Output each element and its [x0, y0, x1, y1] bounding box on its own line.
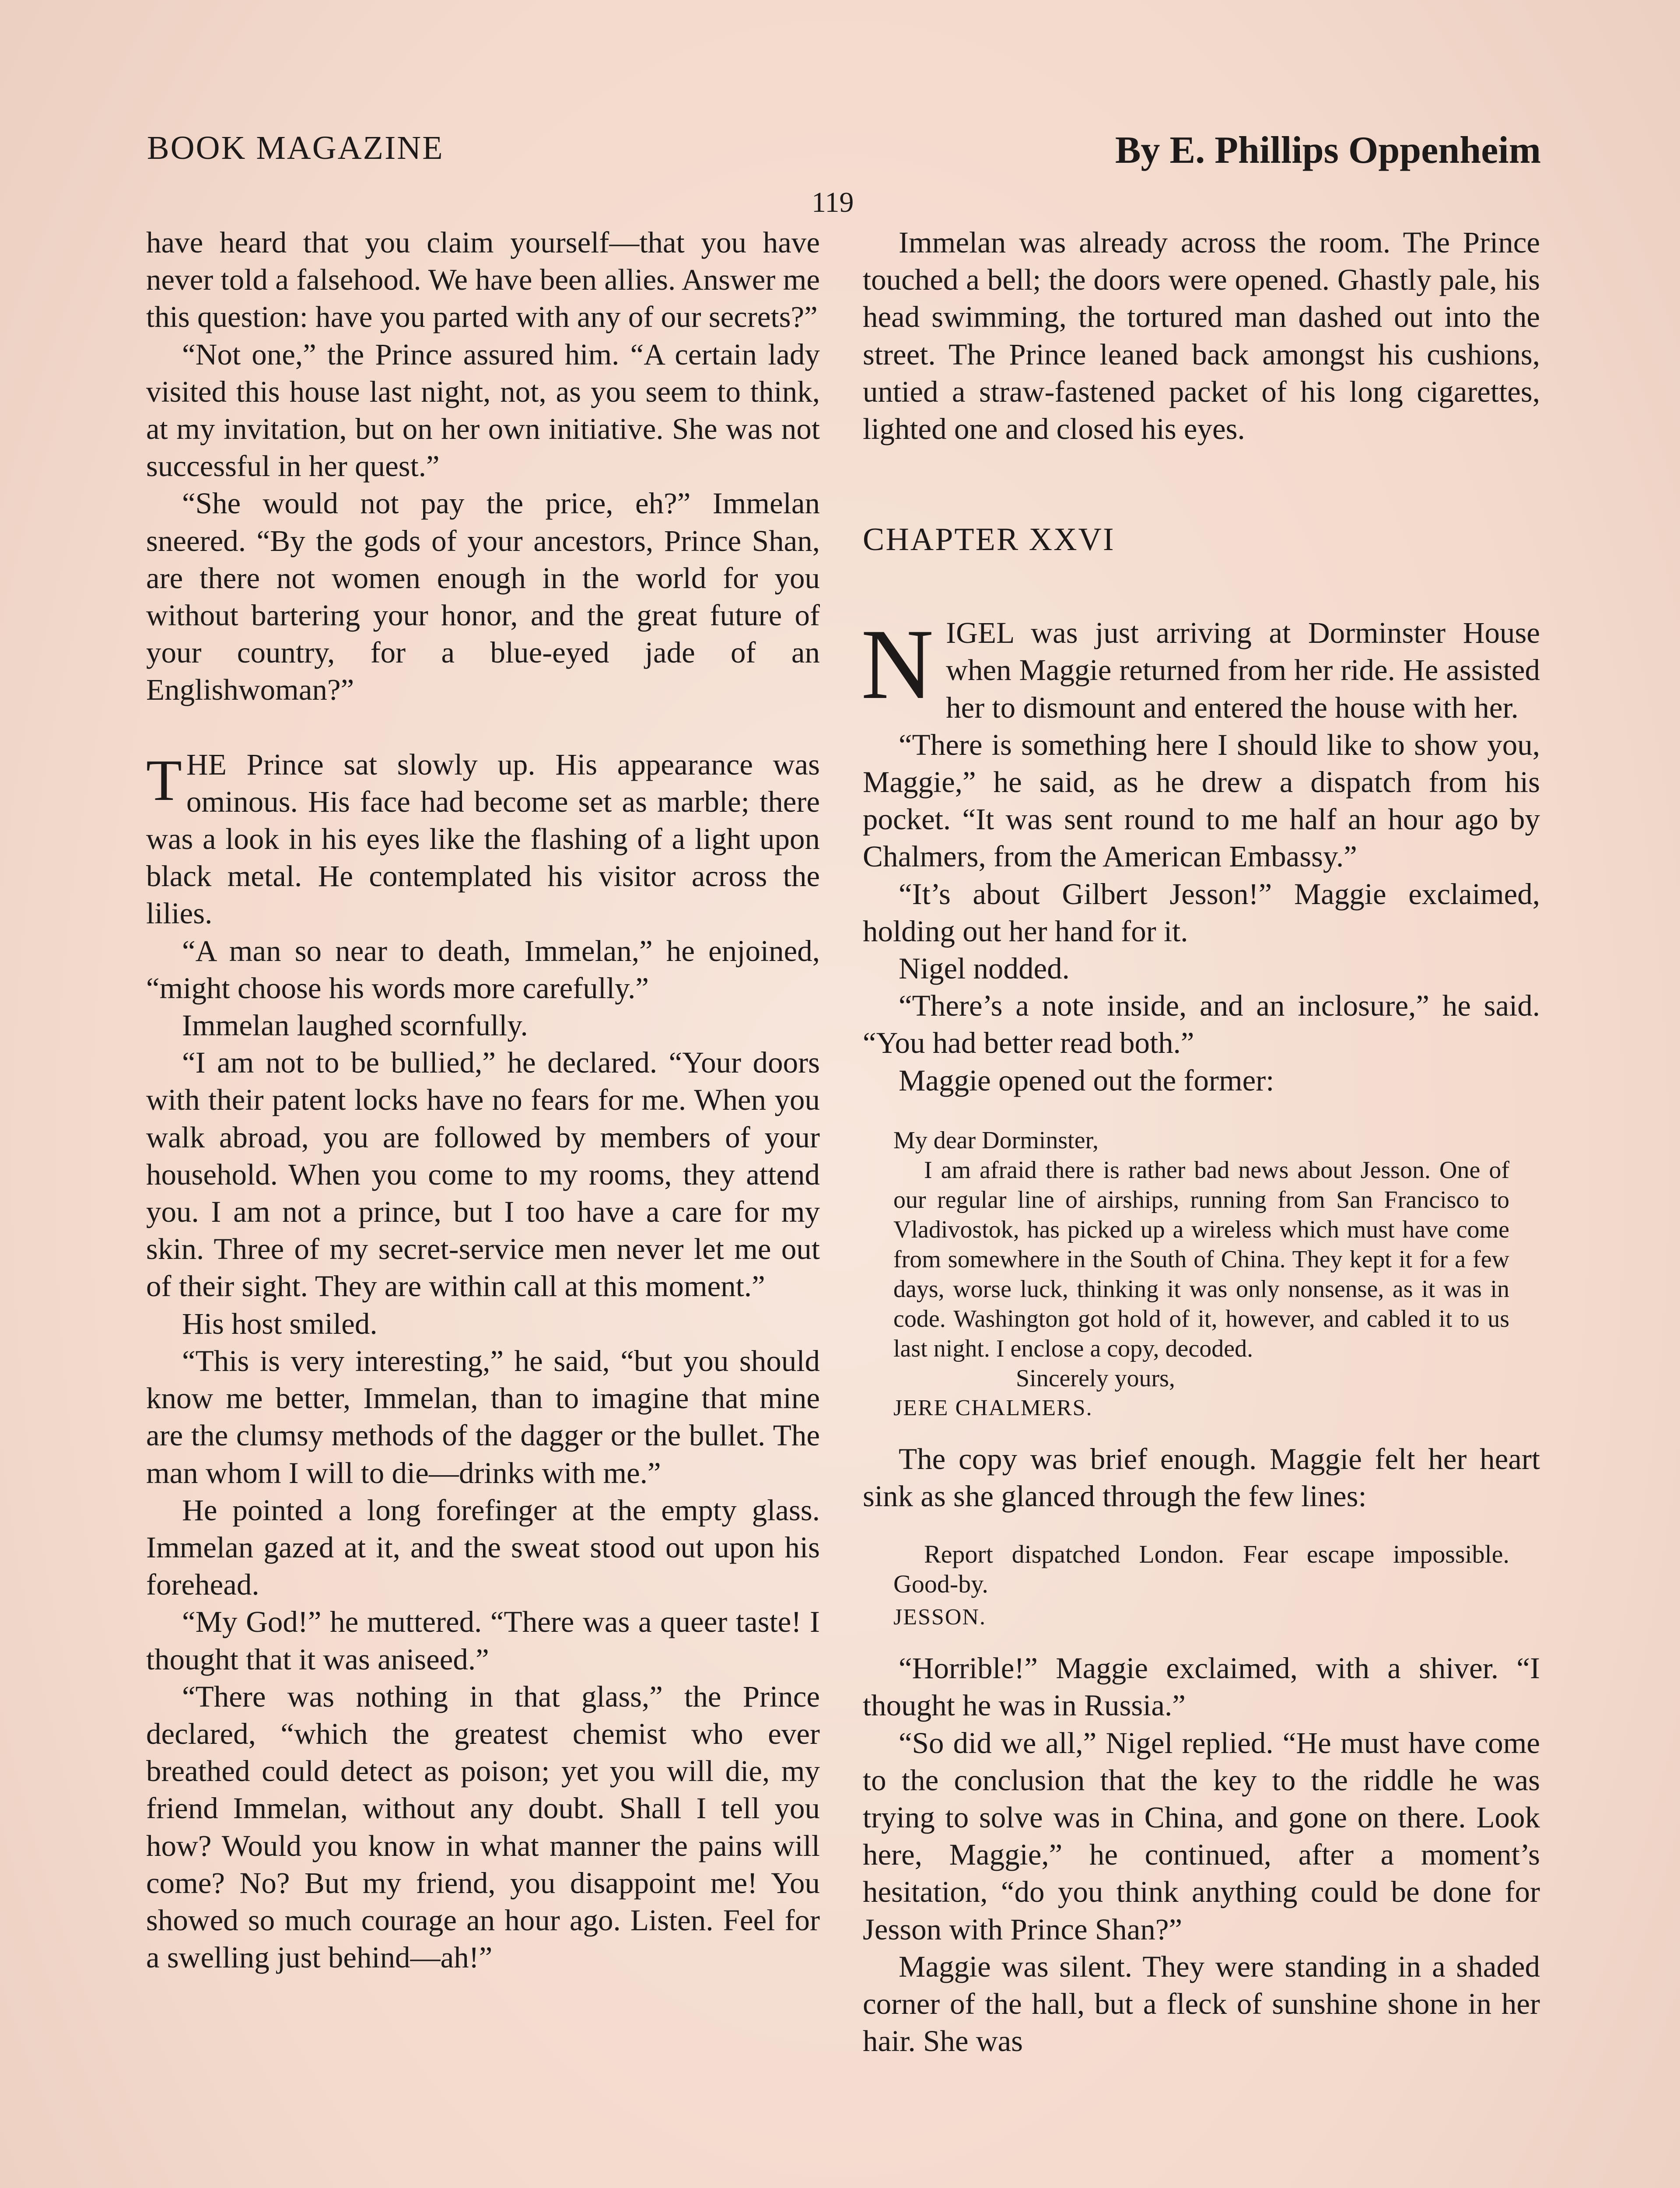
paragraph: Maggie was silent. They were standing in a shaded corner of the hall, but a fleck of sunshine shone in her hair. She was — [863, 1950, 1540, 2058]
paragraph: “She would not pay the price, eh?” Immelan sneered. “By the gods of your ancestors, Prince Shan, are there not women enough in the world for you without bartering your honor, and the great future of your country, for a blue-eyed jade of an Englishwoman?” — [146, 487, 820, 707]
embedded-cable — [893, 1539, 1509, 1632]
paragraph: “There is something here I should like to show you, Maggie,” he said, as he drew a dispatch from his pocket. “It was sent round to me half an hour ago by Chalmers, from the American Embassy.” — [863, 728, 1540, 873]
letter-body: I am afraid there is rather bad news about Jesson. One of our regular line of airships, running from San Francisco to Vladivostok, has picked up a wireless which must have come from somewhere in the South of China. They kept it for a few days, worse luck, thinking it was only nonsense, as it was in code. Washington got hold of it, however, and cabled it to us last night. I enclose a copy, decoded. — [893, 1156, 1509, 1362]
embedded-letter — [893, 1126, 1509, 1423]
paragraph: “There was nothing in that glass,” the Prince declared, “which the greatest chemist who ever breathed could detect as poison; yet you will die, my friend Immelan, without any doubt. Shall I tell you how? Would you know in what manner the pains will come? No? But my friend, you disappoint me! You showed so much courage an hour ago. Listen. Feel for a swelling just behind—ah!” — [146, 1680, 820, 1974]
paragraph: His host smiled. — [182, 1307, 378, 1340]
paragraph-text: IGEL was just arriving at Dorminster House when Maggie returned from her ride. He assisted her to dismount and entered the house with her. — [946, 616, 1540, 724]
letter-closing: Sincerely yours, — [1016, 1364, 1175, 1392]
paragraph: “There’s a note inside, and an inclosure,” he said. “You had better read both.” — [863, 989, 1540, 1060]
cable-body: Report dispatched London. Fear escape impossible. Good-by. — [893, 1540, 1509, 1599]
page-number: 119 — [812, 186, 854, 218]
running-header-magazine: BOOK MAGAZINE — [147, 130, 444, 166]
paragraph: Nigel nodded. — [899, 952, 1070, 985]
paragraph: “It’s about Gilbert Jesson!” Maggie exclaimed, holding out her hand for it. — [863, 877, 1540, 948]
paragraph: Immelan was already across the room. The Prince touched a bell; the doors were opened. Ghastly pale, his head swimming, the tortured man dashed out into the street. The Prince leaned back amongst his cushions, untied a straw-fastened packet of his long cigarettes, lighted one and closed his eyes. — [863, 226, 1540, 446]
paragraph-text: HE Prince sat slowly up. His appearance was ominous. His face had become set as marble; there was a look in his eyes like the flashing of a light upon black metal. He contemplated his visitor across the lilies. — [146, 747, 820, 930]
paragraph: “So did we all,” Nigel replied. “He must have come to the conclusion that the key to the riddle he was trying to solve was in China, and gone on there. Look here, Maggie,” he continued, after a moment’s hesitation, “do you think anything could be done for Jesson with Prince Shan?” — [863, 1726, 1540, 1946]
paragraph: have heard that you claim yourself—that you have never told a falsehood. We have been allies. Answer me this question: have you parted with any of our secrets?” — [146, 226, 820, 334]
cable-signature: JESSON. — [893, 1605, 986, 1630]
paragraph-dropcap — [146, 746, 820, 933]
paragraph: “I am not to be bullied,” he declared. “Your doors with their patent locks have no fears for me. When you walk abroad, you are followed by members of your household. When you come to my rooms, they attend you. I am not a prince, but I too have a care for my skin. Three of my secret-service men never let me out of their sight. They are within call at this moment.” — [146, 1046, 820, 1303]
section-break — [146, 709, 820, 746]
drop-cap: N — [861, 608, 934, 720]
left-column — [146, 224, 820, 1976]
paragraph: “A man so near to death, Immelan,” he enjoined, “might choose his words more carefully.” — [146, 934, 820, 1005]
letter-signature: JERE CHALMERS. — [893, 1395, 1093, 1420]
right-column — [863, 224, 1540, 2060]
spacer — [863, 1423, 1540, 1441]
paragraph: Maggie opened out the former: — [899, 1063, 1274, 1097]
spacer — [863, 1632, 1540, 1650]
drop-cap: T — [146, 747, 182, 813]
paragraph: He pointed a long forefinger at the empty glass. Immelan gazed at it, and the sweat stood out upon his forehead. — [146, 1493, 820, 1602]
paragraph: “Horrible!” Maggie exclaimed, with a shiver. “I thought he was in Russia.” — [863, 1652, 1540, 1722]
paragraph: “Not one,” the Prince assured him. “A certain lady visited this house last night, not, as you seem to think, at my invitation, but on her own initiative. She was not successful in her quest.” — [146, 337, 820, 483]
letter-salutation: My dear Dorminster, — [893, 1126, 1099, 1154]
paragraph-dropcap — [861, 608, 1540, 726]
paragraph: “My God!” he muttered. “There was a queer taste! I thought that it was aniseed.” — [146, 1605, 820, 1676]
chapter-heading: CHAPTER XXVI — [863, 522, 1115, 558]
running-header-author: By E. Phillips Oppenheim — [1115, 129, 1541, 172]
paragraph: “This is very interesting,” he said, “but you should know me better, Immelan, than to imagine that mine are the clumsy methods of the dagger or the bullet. The man whom I will to die—drinks with me.” — [146, 1344, 820, 1490]
paragraph: The copy was brief enough. Maggie felt her heart sink as she glanced through the few lines: — [863, 1442, 1540, 1513]
paragraph: Immelan laughed scornfully. — [182, 1009, 528, 1042]
